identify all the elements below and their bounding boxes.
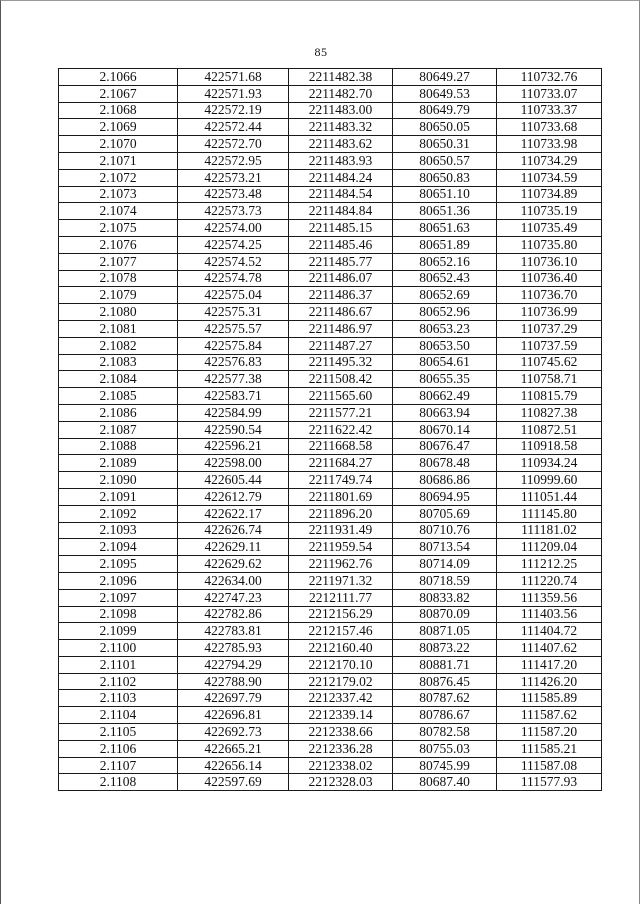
table-row [59, 724, 602, 741]
table-row [59, 656, 602, 673]
coord-a-cell: 422629.11 [178, 539, 289, 556]
coord-a-cell: 422656.14 [178, 757, 289, 774]
coord-c-cell: 80655.35 [393, 371, 497, 388]
coord-b-cell: 2212339.14 [289, 707, 393, 724]
coord-a-cell: 422574.52 [178, 253, 289, 270]
coord-a-cell: 422572.95 [178, 152, 289, 169]
coord-c-cell: 80651.63 [393, 220, 497, 237]
point-id-cell: 2.1068 [59, 102, 178, 119]
coord-d-cell: 110758.71 [497, 371, 602, 388]
coord-b-cell: 2211959.54 [289, 539, 393, 556]
point-id-cell: 2.1072 [59, 169, 178, 186]
coord-d-cell: 111426.20 [497, 673, 602, 690]
coord-d-cell: 110736.40 [497, 270, 602, 287]
coord-a-cell: 422622.17 [178, 505, 289, 522]
coord-c-cell: 80870.09 [393, 606, 497, 623]
coord-c-cell: 80650.31 [393, 136, 497, 153]
point-id-cell: 2.1107 [59, 757, 178, 774]
point-id-cell: 2.1096 [59, 572, 178, 589]
coord-c-cell: 80676.47 [393, 438, 497, 455]
coord-a-cell: 422696.81 [178, 707, 289, 724]
coord-a-cell: 422665.21 [178, 740, 289, 757]
coord-b-cell: 2211486.07 [289, 270, 393, 287]
coord-d-cell: 110735.19 [497, 203, 602, 220]
coord-a-cell: 422785.93 [178, 640, 289, 657]
point-id-cell: 2.1094 [59, 539, 178, 556]
coord-d-cell: 111181.02 [497, 522, 602, 539]
coord-b-cell: 2211508.42 [289, 371, 393, 388]
coord-c-cell: 80787.62 [393, 690, 497, 707]
point-id-cell: 2.1083 [59, 354, 178, 371]
coord-c-cell: 80652.43 [393, 270, 497, 287]
coord-a-cell: 422575.57 [178, 320, 289, 337]
table-row [59, 152, 602, 169]
coord-d-cell: 110734.59 [497, 169, 602, 186]
table-row [59, 472, 602, 489]
point-id-cell: 2.1101 [59, 656, 178, 673]
coord-c-cell: 80662.49 [393, 388, 497, 405]
coord-b-cell: 2212179.02 [289, 673, 393, 690]
point-id-cell: 2.1103 [59, 690, 178, 707]
coord-a-cell: 422573.21 [178, 169, 289, 186]
coord-d-cell: 111403.56 [497, 606, 602, 623]
table-row [59, 522, 602, 539]
coord-c-cell: 80651.89 [393, 236, 497, 253]
coord-b-cell: 2211485.46 [289, 236, 393, 253]
coord-c-cell: 80718.59 [393, 572, 497, 589]
table-row [59, 69, 602, 86]
coord-d-cell: 111145.80 [497, 505, 602, 522]
table-row [59, 589, 602, 606]
table-row [59, 253, 602, 270]
point-id-cell: 2.1105 [59, 724, 178, 741]
coord-c-cell: 80649.53 [393, 85, 497, 102]
coord-c-cell: 80873.22 [393, 640, 497, 657]
coord-a-cell: 422747.23 [178, 589, 289, 606]
coord-d-cell: 110815.79 [497, 388, 602, 405]
coord-a-cell: 422574.78 [178, 270, 289, 287]
coord-c-cell: 80710.76 [393, 522, 497, 539]
table-row [59, 556, 602, 573]
coord-d-cell: 110733.98 [497, 136, 602, 153]
point-id-cell: 2.1075 [59, 220, 178, 237]
coord-b-cell: 2212337.42 [289, 690, 393, 707]
coord-b-cell: 2211484.54 [289, 186, 393, 203]
coord-b-cell: 2211483.32 [289, 119, 393, 136]
coord-b-cell: 2212160.40 [289, 640, 393, 657]
coord-b-cell: 2212156.29 [289, 606, 393, 623]
table-row [59, 673, 602, 690]
coord-c-cell: 80653.50 [393, 337, 497, 354]
coord-b-cell: 2212157.46 [289, 623, 393, 640]
coord-b-cell: 2211484.24 [289, 169, 393, 186]
coord-c-cell: 80881.71 [393, 656, 497, 673]
coord-c-cell: 80651.36 [393, 203, 497, 220]
coord-b-cell: 2211749.74 [289, 472, 393, 489]
coord-a-cell: 422575.04 [178, 287, 289, 304]
point-id-cell: 2.1093 [59, 522, 178, 539]
coord-b-cell: 2212328.03 [289, 774, 393, 791]
coord-c-cell: 80687.40 [393, 774, 497, 791]
point-id-cell: 2.1099 [59, 623, 178, 640]
point-id-cell: 2.1079 [59, 287, 178, 304]
coord-d-cell: 110732.76 [497, 69, 602, 86]
coord-c-cell: 80651.10 [393, 186, 497, 203]
coord-b-cell: 2211486.37 [289, 287, 393, 304]
table-row [59, 707, 602, 724]
coord-a-cell: 422573.48 [178, 186, 289, 203]
table-row [59, 270, 602, 287]
table-row [59, 640, 602, 657]
coord-b-cell: 2211962.76 [289, 556, 393, 573]
coord-b-cell: 2211482.70 [289, 85, 393, 102]
coord-c-cell: 80650.57 [393, 152, 497, 169]
table-row [59, 220, 602, 237]
coord-d-cell: 110735.80 [497, 236, 602, 253]
point-id-cell: 2.1095 [59, 556, 178, 573]
coord-a-cell: 422596.21 [178, 438, 289, 455]
coord-a-cell: 422612.79 [178, 488, 289, 505]
coord-a-cell: 422571.68 [178, 69, 289, 86]
point-id-cell: 2.1085 [59, 388, 178, 405]
coord-c-cell: 80833.82 [393, 589, 497, 606]
table-row [59, 354, 602, 371]
coord-d-cell: 110734.89 [497, 186, 602, 203]
coord-b-cell: 2211971.32 [289, 572, 393, 589]
coord-a-cell: 422572.70 [178, 136, 289, 153]
table-row [59, 488, 602, 505]
coord-c-cell: 80745.99 [393, 757, 497, 774]
point-id-cell: 2.1081 [59, 320, 178, 337]
point-id-cell: 2.1108 [59, 774, 178, 791]
coord-c-cell: 80871.05 [393, 623, 497, 640]
coord-d-cell: 111404.72 [497, 623, 602, 640]
coordinates-table [58, 68, 602, 791]
coord-c-cell: 80663.94 [393, 404, 497, 421]
coord-d-cell: 111587.20 [497, 724, 602, 741]
coord-c-cell: 80694.95 [393, 488, 497, 505]
coord-c-cell: 80678.48 [393, 455, 497, 472]
coord-d-cell: 110736.70 [497, 287, 602, 304]
point-id-cell: 2.1090 [59, 472, 178, 489]
coord-b-cell: 2211484.84 [289, 203, 393, 220]
table-row [59, 505, 602, 522]
coord-a-cell: 422583.71 [178, 388, 289, 405]
coord-b-cell: 2211565.60 [289, 388, 393, 405]
coord-c-cell: 80713.54 [393, 539, 497, 556]
coord-c-cell: 80652.96 [393, 304, 497, 321]
point-id-cell: 2.1100 [59, 640, 178, 657]
table-row [59, 539, 602, 556]
coord-d-cell: 111587.62 [497, 707, 602, 724]
coord-b-cell: 2211931.49 [289, 522, 393, 539]
point-id-cell: 2.1071 [59, 152, 178, 169]
point-id-cell: 2.1077 [59, 253, 178, 270]
coord-d-cell: 110735.49 [497, 220, 602, 237]
table-row [59, 740, 602, 757]
point-id-cell: 2.1104 [59, 707, 178, 724]
table-row [59, 337, 602, 354]
coord-c-cell: 80670.14 [393, 421, 497, 438]
coord-d-cell: 111051.44 [497, 488, 602, 505]
page-number: 85 [314, 45, 328, 59]
coord-c-cell: 80782.58 [393, 724, 497, 741]
point-id-cell: 2.1073 [59, 186, 178, 203]
point-id-cell: 2.1076 [59, 236, 178, 253]
coord-d-cell: 111585.21 [497, 740, 602, 757]
table-row [59, 236, 602, 253]
point-id-cell: 2.1091 [59, 488, 178, 505]
coord-a-cell: 422598.00 [178, 455, 289, 472]
table-row [59, 119, 602, 136]
coord-d-cell: 110745.62 [497, 354, 602, 371]
coord-a-cell: 422575.84 [178, 337, 289, 354]
coord-b-cell: 2211485.15 [289, 220, 393, 237]
coord-a-cell: 422783.81 [178, 623, 289, 640]
coord-b-cell: 2211801.69 [289, 488, 393, 505]
coord-a-cell: 422692.73 [178, 724, 289, 741]
coord-a-cell: 422571.93 [178, 85, 289, 102]
table-row [59, 404, 602, 421]
coord-c-cell: 80686.86 [393, 472, 497, 489]
coord-d-cell: 110737.29 [497, 320, 602, 337]
coord-a-cell: 422626.74 [178, 522, 289, 539]
coord-d-cell: 110737.59 [497, 337, 602, 354]
coord-d-cell: 111577.93 [497, 774, 602, 791]
coord-b-cell: 2211668.58 [289, 438, 393, 455]
point-id-cell: 2.1088 [59, 438, 178, 455]
coord-c-cell: 80649.27 [393, 69, 497, 86]
point-id-cell: 2.1092 [59, 505, 178, 522]
coord-b-cell: 2211487.27 [289, 337, 393, 354]
coord-b-cell: 2211622.42 [289, 421, 393, 438]
point-id-cell: 2.1067 [59, 85, 178, 102]
coord-b-cell: 2211483.00 [289, 102, 393, 119]
coordinates-table-body [59, 69, 602, 791]
point-id-cell: 2.1089 [59, 455, 178, 472]
coord-d-cell: 110827.38 [497, 404, 602, 421]
coord-a-cell: 422577.38 [178, 371, 289, 388]
point-id-cell: 2.1086 [59, 404, 178, 421]
point-id-cell: 2.1087 [59, 421, 178, 438]
point-id-cell: 2.1074 [59, 203, 178, 220]
coord-a-cell: 422572.44 [178, 119, 289, 136]
coord-c-cell: 80652.16 [393, 253, 497, 270]
coord-d-cell: 111417.20 [497, 656, 602, 673]
point-id-cell: 2.1066 [59, 69, 178, 86]
table-row [59, 623, 602, 640]
coord-a-cell: 422574.25 [178, 236, 289, 253]
coord-a-cell: 422794.29 [178, 656, 289, 673]
point-id-cell: 2.1084 [59, 371, 178, 388]
table-row [59, 572, 602, 589]
table-row [59, 421, 602, 438]
coord-c-cell: 80705.69 [393, 505, 497, 522]
table-row [59, 690, 602, 707]
coord-a-cell: 422597.69 [178, 774, 289, 791]
coord-d-cell: 110736.10 [497, 253, 602, 270]
table-row [59, 304, 602, 321]
coord-c-cell: 80649.79 [393, 102, 497, 119]
coord-a-cell: 422584.99 [178, 404, 289, 421]
coord-d-cell: 110733.37 [497, 102, 602, 119]
coord-b-cell: 2211485.77 [289, 253, 393, 270]
table-row [59, 757, 602, 774]
coord-c-cell: 80714.09 [393, 556, 497, 573]
coord-d-cell: 110872.51 [497, 421, 602, 438]
table-row [59, 774, 602, 791]
coord-b-cell: 2212170.10 [289, 656, 393, 673]
coord-d-cell: 110733.68 [497, 119, 602, 136]
coord-b-cell: 2211486.67 [289, 304, 393, 321]
coord-d-cell: 110734.29 [497, 152, 602, 169]
coord-d-cell: 110918.58 [497, 438, 602, 455]
coord-b-cell: 2212336.28 [289, 740, 393, 757]
point-id-cell: 2.1098 [59, 606, 178, 623]
table-row [59, 455, 602, 472]
coord-d-cell: 110934.24 [497, 455, 602, 472]
coord-c-cell: 80876.45 [393, 673, 497, 690]
coord-b-cell: 2212338.02 [289, 757, 393, 774]
coord-c-cell: 80786.67 [393, 707, 497, 724]
coord-a-cell: 422576.83 [178, 354, 289, 371]
coord-c-cell: 80650.05 [393, 119, 497, 136]
table-row [59, 606, 602, 623]
coord-d-cell: 110733.07 [497, 85, 602, 102]
coord-a-cell: 422573.73 [178, 203, 289, 220]
point-id-cell: 2.1070 [59, 136, 178, 153]
coord-d-cell: 110999.60 [497, 472, 602, 489]
table-row [59, 371, 602, 388]
coord-d-cell: 111209.04 [497, 539, 602, 556]
coord-d-cell: 111220.74 [497, 572, 602, 589]
coord-a-cell: 422572.19 [178, 102, 289, 119]
table-row [59, 287, 602, 304]
coord-d-cell: 111585.89 [497, 690, 602, 707]
coord-b-cell: 2211577.21 [289, 404, 393, 421]
coord-a-cell: 422634.00 [178, 572, 289, 589]
table-row [59, 136, 602, 153]
coord-c-cell: 80650.83 [393, 169, 497, 186]
point-id-cell: 2.1082 [59, 337, 178, 354]
point-id-cell: 2.1078 [59, 270, 178, 287]
table-row [59, 320, 602, 337]
coord-c-cell: 80755.03 [393, 740, 497, 757]
point-id-cell: 2.1069 [59, 119, 178, 136]
coord-c-cell: 80654.61 [393, 354, 497, 371]
coord-a-cell: 422574.00 [178, 220, 289, 237]
coord-c-cell: 80653.23 [393, 320, 497, 337]
coord-a-cell: 422590.54 [178, 421, 289, 438]
table-row [59, 169, 602, 186]
point-id-cell: 2.1102 [59, 673, 178, 690]
coord-b-cell: 2212338.66 [289, 724, 393, 741]
coord-b-cell: 2212111.77 [289, 589, 393, 606]
coord-d-cell: 111359.56 [497, 589, 602, 606]
coord-a-cell: 422782.86 [178, 606, 289, 623]
coord-d-cell: 111212.25 [497, 556, 602, 573]
coord-d-cell: 110736.99 [497, 304, 602, 321]
coord-b-cell: 2211482.38 [289, 69, 393, 86]
coord-a-cell: 422697.79 [178, 690, 289, 707]
coord-a-cell: 422629.62 [178, 556, 289, 573]
table-row [59, 85, 602, 102]
coord-c-cell: 80652.69 [393, 287, 497, 304]
coord-b-cell: 2211486.97 [289, 320, 393, 337]
table-row [59, 203, 602, 220]
coord-a-cell: 422575.31 [178, 304, 289, 321]
point-id-cell: 2.1080 [59, 304, 178, 321]
table-row [59, 438, 602, 455]
table-row [59, 186, 602, 203]
table-row [59, 102, 602, 119]
coord-b-cell: 2211495.32 [289, 354, 393, 371]
coord-a-cell: 422788.90 [178, 673, 289, 690]
point-id-cell: 2.1097 [59, 589, 178, 606]
table-row [59, 388, 602, 405]
point-id-cell: 2.1106 [59, 740, 178, 757]
coord-b-cell: 2211896.20 [289, 505, 393, 522]
coord-d-cell: 111407.62 [497, 640, 602, 657]
coord-b-cell: 2211684.27 [289, 455, 393, 472]
coord-d-cell: 111587.08 [497, 757, 602, 774]
coord-b-cell: 2211483.93 [289, 152, 393, 169]
coord-b-cell: 2211483.62 [289, 136, 393, 153]
coord-a-cell: 422605.44 [178, 472, 289, 489]
